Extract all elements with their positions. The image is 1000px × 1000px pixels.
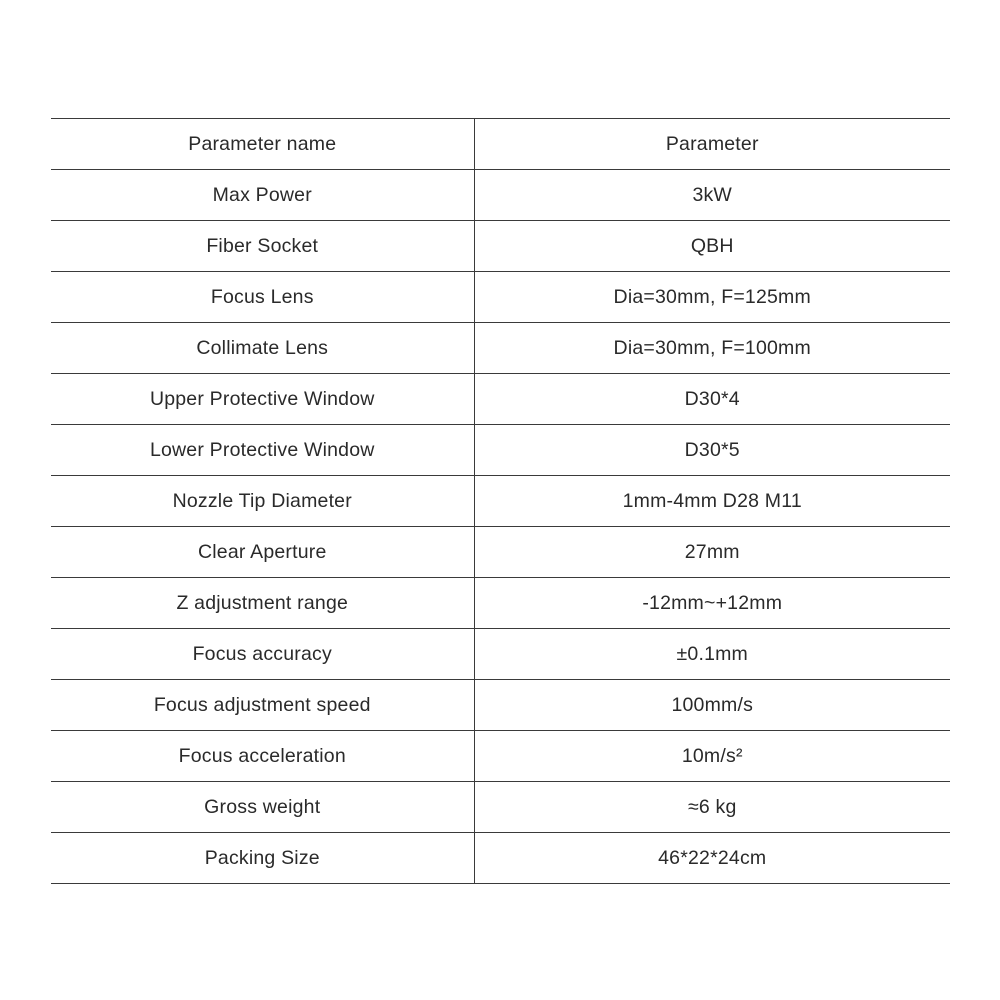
parameter-value: D30*5 — [474, 425, 950, 476]
parameter-value: 27mm — [474, 527, 950, 578]
table-row — [51, 680, 950, 731]
parameter-value: 3kW — [474, 170, 950, 221]
parameter-name: Max Power — [51, 170, 474, 221]
parameter-name: Upper Protective Window — [51, 374, 474, 425]
table-row — [51, 782, 950, 833]
spec-table — [51, 118, 950, 884]
parameter-name: Collimate Lens — [51, 323, 474, 374]
parameter-value: Dia=30mm, F=100mm — [474, 323, 950, 374]
header-parameter-name: Parameter name — [51, 119, 474, 170]
parameter-name: Focus adjustment speed — [51, 680, 474, 731]
table-row — [51, 629, 950, 680]
table-row — [51, 170, 950, 221]
table-row — [51, 221, 950, 272]
table-row — [51, 374, 950, 425]
parameter-name: Focus accuracy — [51, 629, 474, 680]
table-row — [51, 833, 950, 884]
parameter-value: 10m/s² — [474, 731, 950, 782]
parameter-name: Lower Protective Window — [51, 425, 474, 476]
table-row — [51, 527, 950, 578]
table-row — [51, 323, 950, 374]
table-row — [51, 272, 950, 323]
parameter-value: 46*22*24cm — [474, 833, 950, 884]
table-row — [51, 731, 950, 782]
parameter-name: Gross weight — [51, 782, 474, 833]
parameter-name: Focus Lens — [51, 272, 474, 323]
parameter-name: Z adjustment range — [51, 578, 474, 629]
table-header-row — [51, 119, 950, 170]
parameter-value: -12mm~+12mm — [474, 578, 950, 629]
table-row — [51, 476, 950, 527]
parameter-name: Nozzle Tip Diameter — [51, 476, 474, 527]
parameter-value: D30*4 — [474, 374, 950, 425]
header-parameter: Parameter — [474, 119, 950, 170]
parameter-name: Fiber Socket — [51, 221, 474, 272]
parameter-value: ±0.1mm — [474, 629, 950, 680]
parameter-value: ≈6 kg — [474, 782, 950, 833]
parameter-value: 1mm-4mm D28 M11 — [474, 476, 950, 527]
parameter-value: 100mm/s — [474, 680, 950, 731]
parameter-value: Dia=30mm, F=125mm — [474, 272, 950, 323]
table-row — [51, 425, 950, 476]
parameter-name: Clear Aperture — [51, 527, 474, 578]
table-row — [51, 578, 950, 629]
parameter-name: Packing Size — [51, 833, 474, 884]
parameter-name: Focus acceleration — [51, 731, 474, 782]
parameter-value: QBH — [474, 221, 950, 272]
